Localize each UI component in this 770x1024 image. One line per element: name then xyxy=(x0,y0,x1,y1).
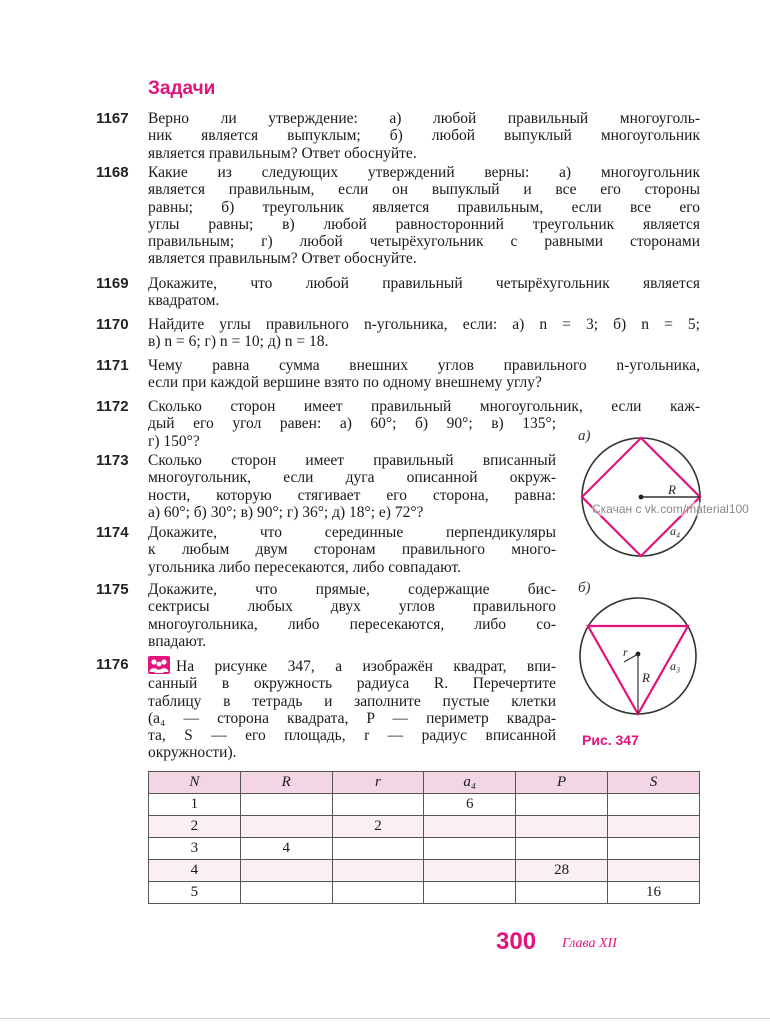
center-point xyxy=(636,652,641,657)
table-cell: 4 xyxy=(149,860,241,882)
problem-line: в) n = 6; г) n = 10; д) n = 18. xyxy=(148,333,329,351)
figure-a-label: а) xyxy=(578,428,591,444)
problem-line: На рисунке 347, а изображён квадрат, впи- xyxy=(176,658,556,675)
problem-line: окружности). xyxy=(148,744,237,762)
problem-number: 1175 xyxy=(96,581,129,598)
problem-number: 1170 xyxy=(96,316,129,333)
header-cell: r xyxy=(332,772,424,794)
problem-line: Верно ли утверждение: а) любой правильный многоуголь- xyxy=(148,110,700,127)
problem-number: 1169 xyxy=(96,275,129,292)
table-cell: 3 xyxy=(149,838,241,860)
table-cell xyxy=(332,860,424,882)
table-header-row xyxy=(149,772,700,794)
problem-line: равны; б) треугольник является правильным, если все его xyxy=(148,198,700,216)
data-table xyxy=(148,771,700,904)
problem-number: 1171 xyxy=(96,357,129,374)
problem-line: та, S — его площадь, r — радиус вписанной xyxy=(148,727,556,745)
problem-line: ник является выпуклым; б) любой выпуклый многоугольник xyxy=(148,127,700,145)
table-row xyxy=(149,882,700,904)
problem-line: если при каждой вершине взято по одному внешнему углу? xyxy=(148,374,542,392)
table-cell: 28 xyxy=(516,860,608,882)
page-number: 300 xyxy=(496,928,537,955)
problem-line: является правильным? Ответ обоснуйте. xyxy=(148,250,417,268)
table-cell: 16 xyxy=(608,882,700,904)
header-cell: N xyxy=(149,772,241,794)
table-row xyxy=(149,816,700,838)
table-row xyxy=(149,860,700,882)
problem-number: 1167 xyxy=(96,110,129,127)
table-cell xyxy=(240,860,332,882)
problem-line: Чему равна сумма внешних углов правильного n-угольника, xyxy=(148,357,700,374)
problem-line: (a₄ — сторона квадрата, P — периметр квадра- xyxy=(148,709,556,727)
table-cell xyxy=(516,882,608,904)
header-cell: S xyxy=(608,772,700,794)
table-cell xyxy=(332,882,424,904)
problem-line: дый его угол равен: а) 60°; б) 90°; в) 135°; xyxy=(148,415,556,433)
table-cell xyxy=(240,816,332,838)
label-R: R xyxy=(642,670,650,685)
center-point xyxy=(639,495,644,500)
problem-line: является правильным? Ответ обоснуйте. xyxy=(148,144,417,162)
problem-line: ности, которую стягивает его сторона, равна: xyxy=(148,486,556,504)
table-cell xyxy=(608,816,700,838)
problem-number: 1176 xyxy=(96,656,129,673)
problem-line: правильным; г) любой четырёхугольник с равными сторонами xyxy=(148,233,700,251)
problem-line: угольника либо пересекаются, либо совпадают. xyxy=(148,558,461,576)
table-cell: 4 xyxy=(240,838,332,860)
problem-number: 1168 xyxy=(96,164,129,181)
figure-b-label: б) xyxy=(578,580,591,596)
table-cell xyxy=(240,882,332,904)
table-cell xyxy=(516,838,608,860)
table-cell xyxy=(332,838,424,860)
figure-caption: Рис. 347 xyxy=(582,732,639,748)
table-cell xyxy=(608,860,700,882)
label-r: r xyxy=(623,645,628,659)
table-cell xyxy=(424,816,516,838)
problem-line: Сколько сторон имеет правильный многоугольник, если каж- xyxy=(148,398,700,415)
table-cell xyxy=(516,816,608,838)
table-row xyxy=(149,838,700,860)
header-cell: a₄ xyxy=(424,772,516,794)
problem-line: многоугольника, либо пересекаются, либо со- xyxy=(148,615,556,633)
problem-line: к любым двум сторонам правильного много- xyxy=(148,541,556,559)
problem-line: Докажите, что серединные перпендикуляры xyxy=(148,524,556,541)
problem-line: Найдите углы правильного n-угольника, если: а) n = 3; б) n = 5; xyxy=(148,316,700,333)
table-cell: 1 xyxy=(149,794,241,816)
table-cell: 5 xyxy=(149,882,241,904)
problem-line: Сколько сторон имеет правильный вписанный xyxy=(148,452,556,469)
problem-line: сектрисы любых двух углов правильного xyxy=(148,598,556,616)
header-cell: R xyxy=(240,772,332,794)
section-title: Задачи xyxy=(148,78,216,99)
problem-line: таблицу в тетрадь и заполните пустые клетки xyxy=(148,692,556,710)
problem-line: углы равны; в) любой равносторонний треугольник является xyxy=(148,215,700,233)
header-cell: P xyxy=(516,772,608,794)
table-cell: 2 xyxy=(332,816,424,838)
bottom-divider xyxy=(0,1018,770,1019)
figure-b-triangle-in-circle xyxy=(574,594,702,722)
table-cell xyxy=(516,794,608,816)
problem-line: квадратом. xyxy=(148,292,220,310)
problem-line: г) 150°? xyxy=(148,432,200,450)
table-cell: 2 xyxy=(149,816,241,838)
problem-line: впадают. xyxy=(148,632,207,650)
table-cell xyxy=(240,794,332,816)
problem-number: 1172 xyxy=(96,398,129,415)
problem-line: а) 60°; б) 30°; в) 90°; г) 36°; д) 18°; е) 72°? xyxy=(148,503,424,521)
problem-line: многоугольник, если дуга описанной окруж- xyxy=(148,469,556,487)
table-cell xyxy=(424,860,516,882)
table-cell xyxy=(332,794,424,816)
problem-line: Докажите, что прямые, содержащие бис- xyxy=(148,581,556,598)
problem-number: 1173 xyxy=(96,452,129,469)
table-cell xyxy=(424,882,516,904)
problem-line: Какие из следующих утверждений верны: а) многоугольник xyxy=(148,164,700,181)
table-cell xyxy=(608,838,700,860)
chapter-label: Глава XII xyxy=(562,936,617,951)
label-a4: a₄ xyxy=(670,524,681,538)
table-cell xyxy=(424,838,516,860)
label-R: R xyxy=(668,482,676,497)
problem-line: является правильным, если он выпуклый и все его стороны xyxy=(148,181,700,199)
label-a3: a₃ xyxy=(670,659,681,673)
figure-a-square-in-circle xyxy=(578,432,706,562)
table-cell: 6 xyxy=(424,794,516,816)
problem-line: санный в окружность радиуса R. Перечертите xyxy=(148,675,556,693)
problem-line: Докажите, что любой правильный четырёхугольник является xyxy=(148,275,700,292)
group-work-icon xyxy=(148,656,170,674)
watermark: Скачан с vk.com/material100 xyxy=(592,502,749,516)
table-row xyxy=(149,794,700,816)
table-cell xyxy=(608,794,700,816)
problem-number: 1174 xyxy=(96,524,129,541)
